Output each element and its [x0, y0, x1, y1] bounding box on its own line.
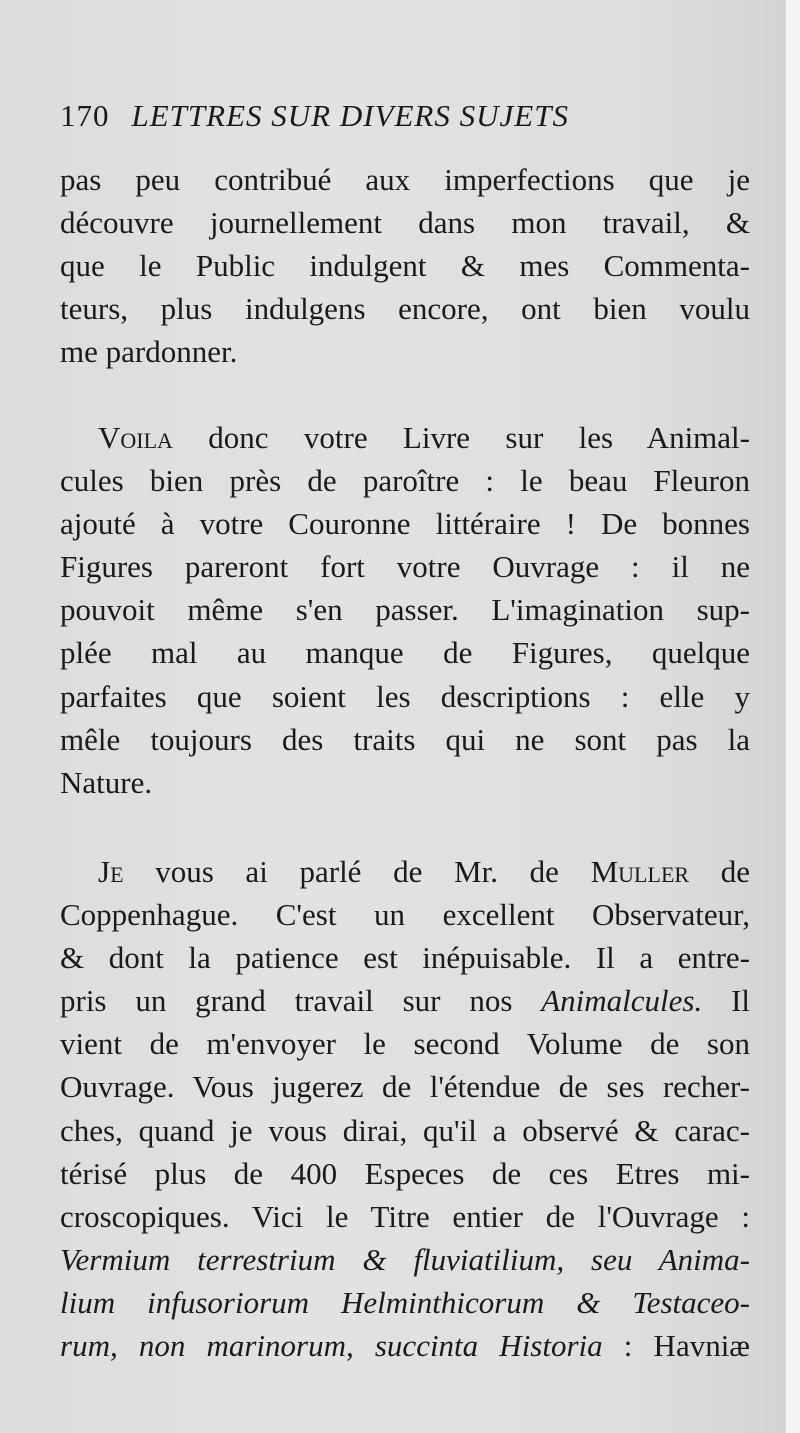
text-line: térisé plus de 400 Especes de ces Etres mi-: [60, 1155, 750, 1191]
text-line: & dont la patience est inépuisable. Il a entre-: [60, 940, 750, 976]
text-line: Voila donc votre Livre sur les Animal-: [98, 420, 750, 455]
text-line: Coppenhague. C'est un excellent Observateur,: [60, 897, 750, 933]
text-line: pris un grand travail sur nos Animalcules. Il: [60, 983, 751, 1019]
text-line: plée mal au manque de Figures, quelque: [60, 635, 750, 671]
text-line: pas peu contribué aux imperfections que je: [60, 162, 750, 197]
page-edge: [786, 0, 800, 1433]
italic-term: Animalcules.: [541, 983, 703, 1019]
text-line: pouvoit même s'en passer. L'imagination sup-: [60, 592, 750, 628]
text-line: que le Public indulgent & mes Commenta-: [60, 248, 750, 284]
title-line: Vermium terrestrium & fluviatilium, seu Anima-: [60, 1241, 750, 1277]
text-line: Je vous ai parlé de Mr. de Muller de: [98, 854, 750, 889]
paragraph-2: [60, 416, 750, 804]
text-line: mêle toujours des traits qui ne sont pas la: [60, 721, 750, 757]
text-line: croscopiques. Vici le Titre entier de l'Ouvrage :: [60, 1198, 750, 1234]
lead-word: Je: [98, 854, 124, 889]
text-line: découvre journellement dans mon travail, &: [60, 205, 750, 241]
paragraph-1: [60, 158, 750, 373]
text-line: ches, quand je vous dirai, qu'il a observé & carac-: [60, 1112, 750, 1148]
paragraph-3: [60, 850, 750, 1367]
text-line: Figures pareront fort votre Ouvrage : il ne: [60, 549, 750, 585]
text-line: vient de m'envoyer le second Volume de son: [60, 1026, 750, 1062]
title-line: rum, non marinorum, succinta Historia : Havniæ: [60, 1328, 750, 1364]
lead-word: Voila: [98, 420, 173, 455]
page-number: 170: [60, 98, 110, 133]
text-line: Ouvrage. Vous jugerez de l'étendue de ses recher-: [60, 1069, 750, 1105]
text-line: ajouté à votre Couronne littéraire ! De bonnes: [60, 506, 750, 542]
text-line: Nature.: [60, 764, 153, 800]
author-name: Muller: [590, 854, 690, 889]
running-title: LETTRES SUR DIVERS SUJETS: [131, 98, 569, 133]
title-line: lium infusoriorum Helminthicorum & Testaceo-: [60, 1284, 750, 1320]
text-line: me pardonner.: [60, 334, 238, 370]
running-header: [60, 92, 750, 140]
text-line: cules bien près de paroître : le beau Fleuron: [60, 463, 750, 499]
text-line: parfaites que soient les descriptions : elle y: [60, 678, 750, 714]
text-line: teurs, plus indulgens encore, ont bien voulu: [60, 291, 750, 327]
